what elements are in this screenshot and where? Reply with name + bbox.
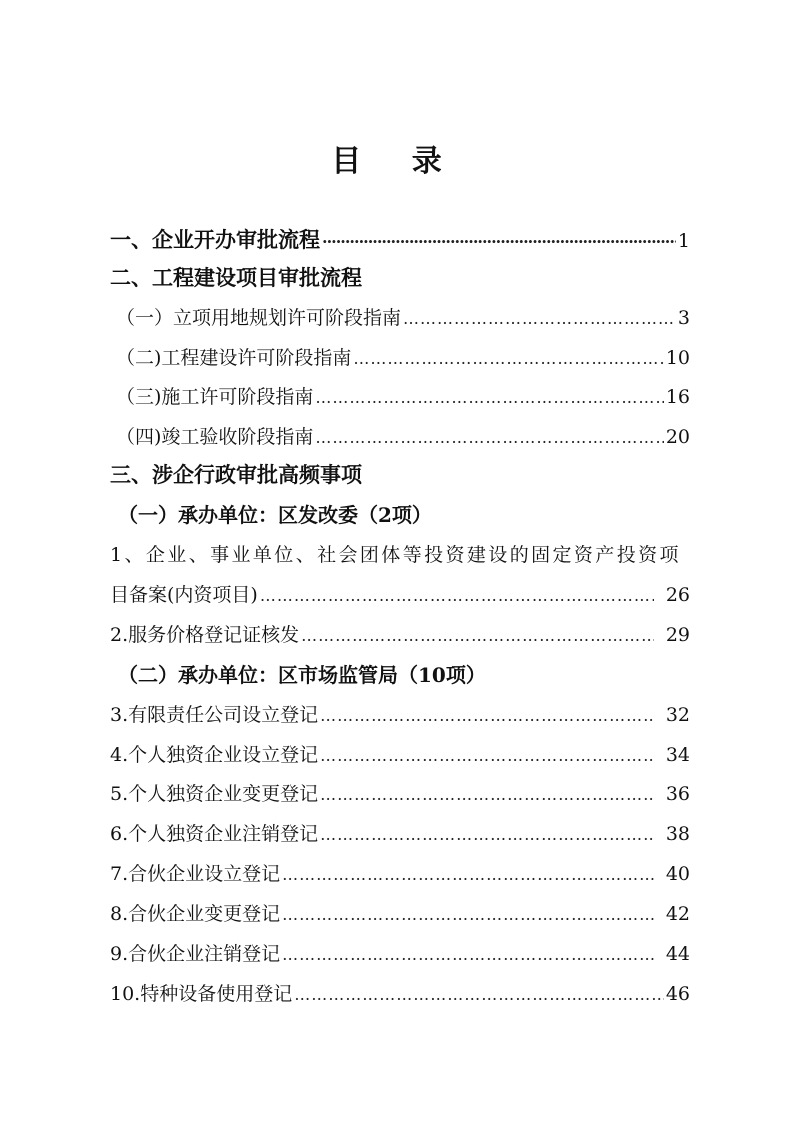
dot-leader (282, 937, 654, 973)
toc-entry[interactable] (110, 617, 690, 653)
toc-entry-page: 1 (677, 230, 690, 252)
toc-entry-label: 2.服务价格登记证核发 (110, 624, 300, 646)
toc-entry-page: 29 (665, 624, 690, 646)
toc-entry-label: 4.个人独资企业设立登记 (110, 744, 319, 766)
toc-entry[interactable] (110, 776, 690, 812)
toc-entry-page: 38 (665, 823, 690, 845)
dot-leader (282, 857, 654, 893)
toc-entry-label-line1: 1、企业、事业单位、社会团体等投资建设的固定资产投资项 (110, 544, 681, 566)
toc-entry-label: 8.合伙企业变更登记 (110, 903, 281, 925)
toc-entry-label: 3.有限责任公司设立登记 (110, 704, 319, 726)
toc-entry-label: 7.合伙企业设立登记 (110, 863, 281, 885)
toc-entry[interactable] (110, 300, 690, 336)
dot-leader (301, 618, 654, 654)
toc-entry-page: 40 (665, 863, 690, 885)
toc-entry-page: 34 (665, 744, 690, 766)
toc-subsection-heading: （一）承办单位：区发改委（2项） (118, 503, 432, 527)
toc-entry-label: 一、企业开办审批流程 (110, 228, 320, 252)
toc-entry[interactable] (110, 896, 690, 932)
toc-entry-label: 9.合伙企业注销登记 (110, 943, 281, 965)
toc-entry-page: 3 (677, 307, 690, 329)
toc-entry[interactable] (110, 340, 690, 376)
toc-entry-label: （一）立项用地规划许可阶段指南 (116, 307, 402, 329)
toc-entry-page: 10 (665, 347, 690, 369)
toc-entry[interactable] (110, 856, 690, 892)
toc-entry-page: 46 (665, 983, 690, 1005)
toc-entry-page: 32 (665, 704, 690, 726)
dot-leader (294, 977, 664, 1013)
dot-leader (403, 301, 676, 337)
dot-leader (315, 380, 663, 416)
dot-leader (315, 420, 663, 456)
toc-entry-label: （三)施工许可阶段指南 (116, 386, 314, 408)
toc-entry-label: 5.个人独资企业变更登记 (110, 783, 319, 805)
toc-entry-label: 目备案(内资项目) (110, 584, 258, 606)
dot-leader (320, 817, 654, 853)
toc-entry-label: （四)竣工验收阶段指南 (116, 426, 314, 448)
toc-section-heading: 二、工程建设项目审批流程 (110, 266, 362, 290)
dot-leader (322, 224, 676, 260)
toc-entry-page: 20 (665, 426, 690, 448)
toc-entry[interactable] (110, 936, 690, 972)
dot-leader (282, 897, 654, 933)
dot-leader (260, 578, 654, 614)
toc-subsection-heading: （二）承办单位：区市场监管局（10项） (118, 663, 486, 687)
dot-leader (320, 738, 654, 774)
toc-entry-page: 42 (665, 903, 690, 925)
toc-entry[interactable] (110, 697, 690, 733)
toc-entry-label: （二)工程建设许可阶段指南 (116, 347, 352, 369)
toc-entry-page: 44 (665, 943, 690, 965)
page-title: 目 录 (331, 144, 462, 179)
toc-entry[interactable] (110, 976, 690, 1012)
toc-entry[interactable] (110, 737, 690, 773)
toc-entry-page: 26 (665, 584, 690, 606)
toc-section-heading: 三、涉企行政审批高频事项 (110, 463, 362, 487)
dot-leader (320, 777, 654, 813)
toc-entry[interactable] (110, 816, 690, 852)
toc-entry-label: 6.个人独资企业注销登记 (110, 823, 319, 845)
dot-leader (353, 341, 663, 377)
toc-entry[interactable] (110, 577, 690, 613)
toc-entry[interactable] (110, 222, 690, 258)
toc-entry[interactable] (110, 379, 690, 415)
toc-entry[interactable] (110, 419, 690, 455)
toc-entry-page: 36 (665, 783, 690, 805)
toc-entry-page: 16 (665, 386, 690, 408)
toc-entry-label: 10.特种设备使用登记 (110, 983, 293, 1005)
dot-leader (320, 698, 654, 734)
